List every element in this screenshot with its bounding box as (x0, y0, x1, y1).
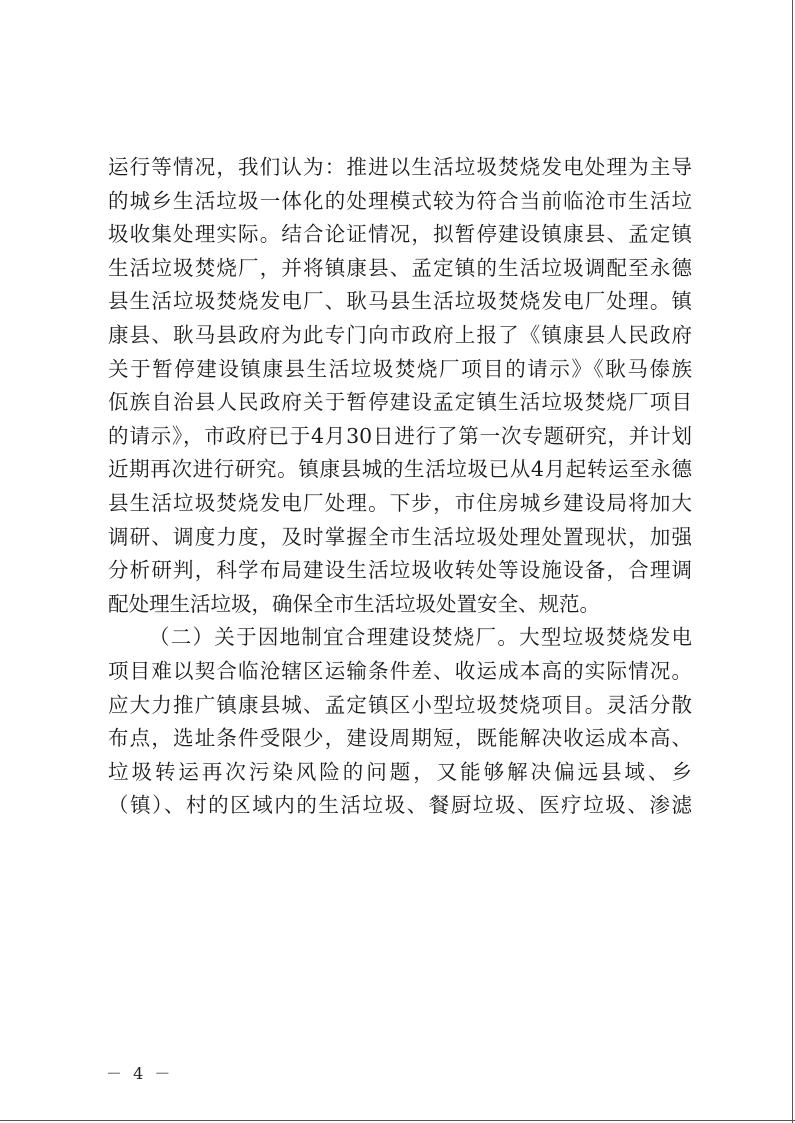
text-line: 配处理生活垃圾，确保全市生活垃圾处置安全、规范。 (108, 591, 600, 616)
text-line: 关于暂停建设镇康县生活垃圾焚烧厂项目的请示》《耿马傣族 (108, 356, 692, 381)
page-edge-bottom (0, 1120, 795, 1121)
text-line: 应大力推广镇康县城、孟定镇区小型垃圾焚烧项目。灵活分散 (108, 692, 692, 717)
text-line: 布点，选址条件受限少，建设周期短，既能解决收运成本高、 (108, 726, 692, 751)
text-line: 调研、调度力度，及时掌握全市生活垃圾处理处置现状，加强 (108, 524, 692, 549)
page-number: － 4 － (106, 1064, 174, 1083)
text-line: 圾收集处理实际。结合论证情况，拟暂停建设镇康县、孟定镇 (108, 222, 692, 247)
text-line: 垃圾转运再次污染风险的问题，又能够解决偏远县域、乡 (108, 759, 692, 784)
text-line: （镇）、村的区域内的生活垃圾、餐厨垃圾、医疗垃圾、渗滤 (108, 793, 692, 818)
text-line: 县生活垃圾焚烧发电厂处理。下步，市住房城乡建设局将加大 (108, 490, 692, 515)
text-line: 项目难以契合临沧辖区运输条件差、收运成本高的实际情况。 (108, 658, 692, 683)
text-line: 的请示》，市政府已于4月30日进行了第一次专题研究，并计划 (108, 423, 692, 448)
text-line: 近期再次进行研究。镇康县城的生活垃圾已从4月起转运至永德 (108, 457, 692, 482)
text-line: 生活垃圾焚烧厂，并将镇康县、孟定镇的生活垃圾调配至永德 (108, 255, 692, 280)
text-line: 佤族自治县人民政府关于暂停建设孟定镇生活垃圾焚烧厂项目 (108, 390, 692, 415)
document-body (108, 151, 692, 823)
text-line: 分析研判，科学布局建设生活垃圾收转处等设施设备，合理调 (108, 558, 692, 583)
section-heading-line: （二）关于因地制宜合理建设焚烧厂。大型垃圾焚烧发电 (149, 625, 692, 650)
page-edge-right (792, 0, 793, 1123)
text-line: 县生活垃圾焚烧发电厂、耿马县生活垃圾焚烧发电厂处理。镇 (108, 289, 692, 314)
text-line: 康县、耿马县政府为此专门向市政府上报了《镇康县人民政府 (108, 322, 692, 347)
text-line: 运行等情况，我们认为：推进以生活垃圾焚烧发电处理为主导 (108, 155, 692, 179)
text-line: 的城乡生活垃圾一体化的处理模式较为符合当前临沧市生活垃 (108, 188, 692, 213)
